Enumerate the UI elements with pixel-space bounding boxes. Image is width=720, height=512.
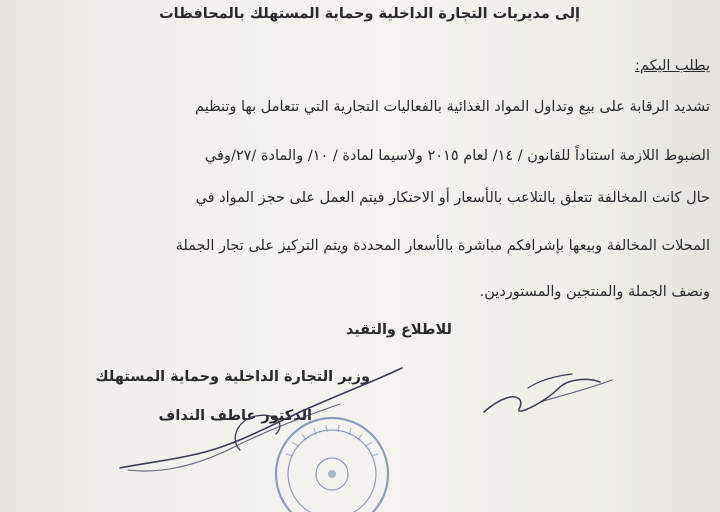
signatory-title: وزير التجارة الداخلية وحماية المستهلك — [95, 369, 370, 385]
closing-line: للاطلاع والتقيد — [345, 322, 452, 338]
official-stamp — [262, 412, 402, 512]
signatory-name: الدكتور عاطف النداف — [158, 408, 312, 424]
salutation: يطلب اليكم: — [635, 58, 710, 74]
body-line: ونصف الجملة والمنتجين والمستوردين. — [479, 284, 710, 300]
addressee-line: إلى مديريات التجارة الداخلية وحماية المستهلك بالمحافظات — [159, 6, 580, 22]
body-line: حال كانت المخالفة تتعلق بالتلاعب بالأسعار أو الاحتكار فيتم العمل على حجز المواد في — [195, 190, 710, 206]
body-line: المحلات المخالفة وبيعها بإشرافكم مباشرة بالأسعار المحددة ويتم التركيز على تجار الجملة — [175, 238, 710, 254]
body-line: الضبوط اللازمة استناداً للقانون / ١٤/ لعام ٢٠١٥ ولاسيما لمادة / ١٠/ والمادة /٢٧/وفي — [204, 148, 710, 164]
body-line: تشديد الرقابة على بيع وتداول المواد الغذائية بالفعاليات التجارية التي تتعامل بها وتنظيم — [195, 99, 710, 115]
